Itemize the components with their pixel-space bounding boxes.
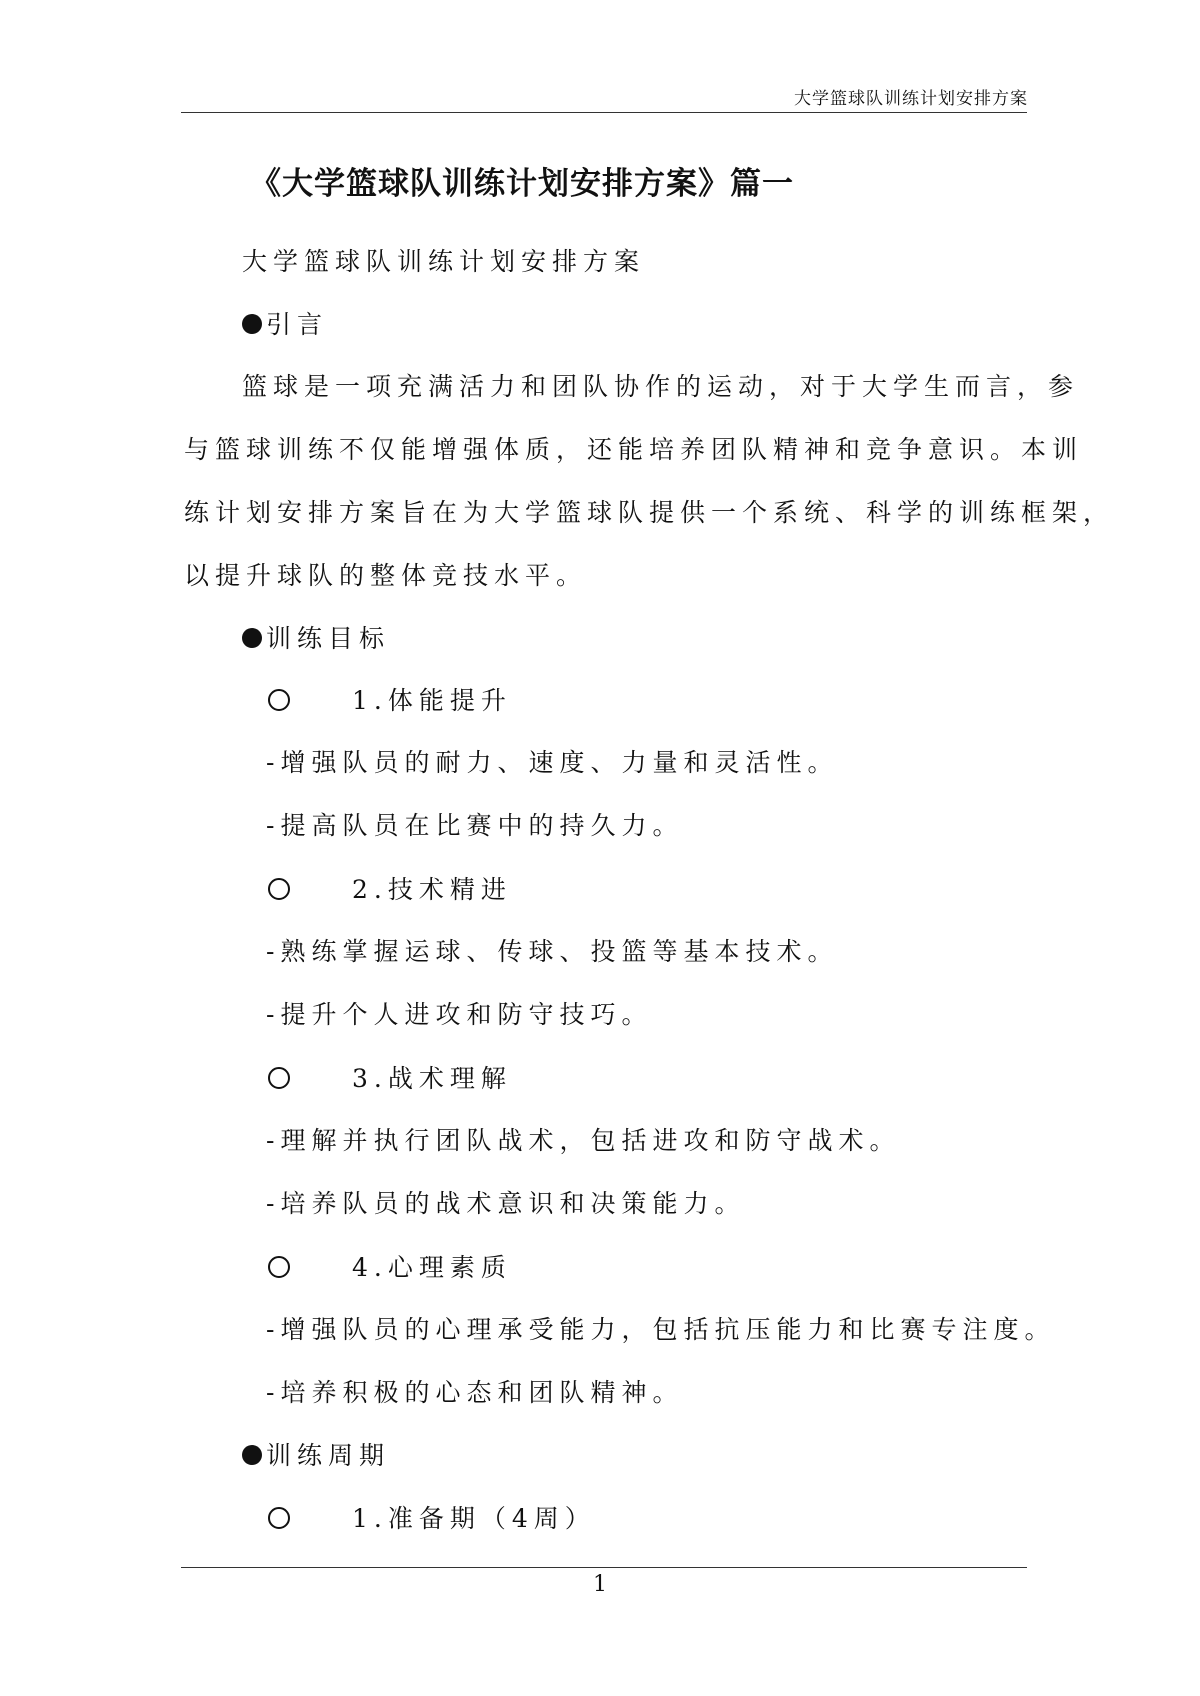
circle-bullet-icon [268, 878, 290, 900]
goal-item [268, 681, 512, 717]
bullet-icon [242, 1445, 262, 1465]
goal-point: -提高队员在比赛中的持久力。 [266, 811, 684, 840]
goal-point: -提升个人进攻和防守技巧。 [266, 1000, 653, 1029]
section-heading-cycle [242, 1436, 390, 1472]
header-divider [181, 112, 1027, 113]
bullet-icon [242, 628, 262, 648]
circle-bullet-icon [268, 1067, 290, 1089]
paragraph-line: 以提升球队的整体竞技水平。 [184, 561, 588, 590]
document-subtitle: 大学篮球队训练计划安排方案 [242, 247, 646, 276]
section-heading-label: 训练周期 [266, 1441, 391, 1470]
bullet-icon [242, 314, 262, 334]
goal-item-label: 4.心理素质 [352, 1253, 512, 1282]
document-title: 《大学篮球队训练计划安排方案》篇一 [250, 166, 794, 202]
goal-point: -培养队员的战术意识和决策能力。 [266, 1189, 746, 1218]
goal-item [268, 870, 512, 906]
paragraph-line: 练计划安排方案旨在为大学篮球队提供一个系统、科学的训练框架， [184, 498, 1115, 527]
goal-point: -增强队员的耐力、速度、力量和灵活性。 [266, 748, 839, 777]
goal-point: -培养积极的心态和团队精神。 [266, 1378, 684, 1407]
section-heading-goals [242, 619, 390, 655]
goal-point: -理解并执行团队战术，包括进攻和防守战术。 [266, 1126, 901, 1155]
paragraph-line: 篮球是一项充满活力和团队协作的运动，对于大学生而言，参 [242, 372, 1080, 401]
goal-item [268, 1248, 512, 1284]
goal-item [268, 1059, 512, 1095]
cycle-item [268, 1499, 596, 1535]
circle-bullet-icon [268, 689, 290, 711]
goal-item-label: 2.技术精进 [352, 875, 512, 904]
section-heading-label: 训练目标 [266, 624, 391, 653]
goal-point: -熟练掌握运球、传球、投篮等基本技术。 [266, 937, 839, 966]
goal-item-label: 1.体能提升 [352, 686, 512, 715]
cycle-item-label: 1.准备期（4周） [352, 1504, 596, 1533]
paragraph-line: 与篮球训练不仅能增强体质，还能培养团队精神和竞争意识。本训 [184, 435, 1084, 464]
section-heading-intro [242, 305, 328, 341]
page-number: 1 [593, 1572, 607, 1597]
footer-divider [181, 1567, 1027, 1568]
section-heading-label: 引言 [266, 310, 329, 339]
circle-bullet-icon [268, 1507, 290, 1529]
goal-point: -增强队员的心理承受能力，包括抗压能力和比赛专注度。 [266, 1315, 1056, 1344]
running-header: 大学篮球队训练计划安排方案 [794, 89, 1028, 109]
circle-bullet-icon [268, 1256, 290, 1278]
goal-item-label: 3.战术理解 [352, 1064, 512, 1093]
